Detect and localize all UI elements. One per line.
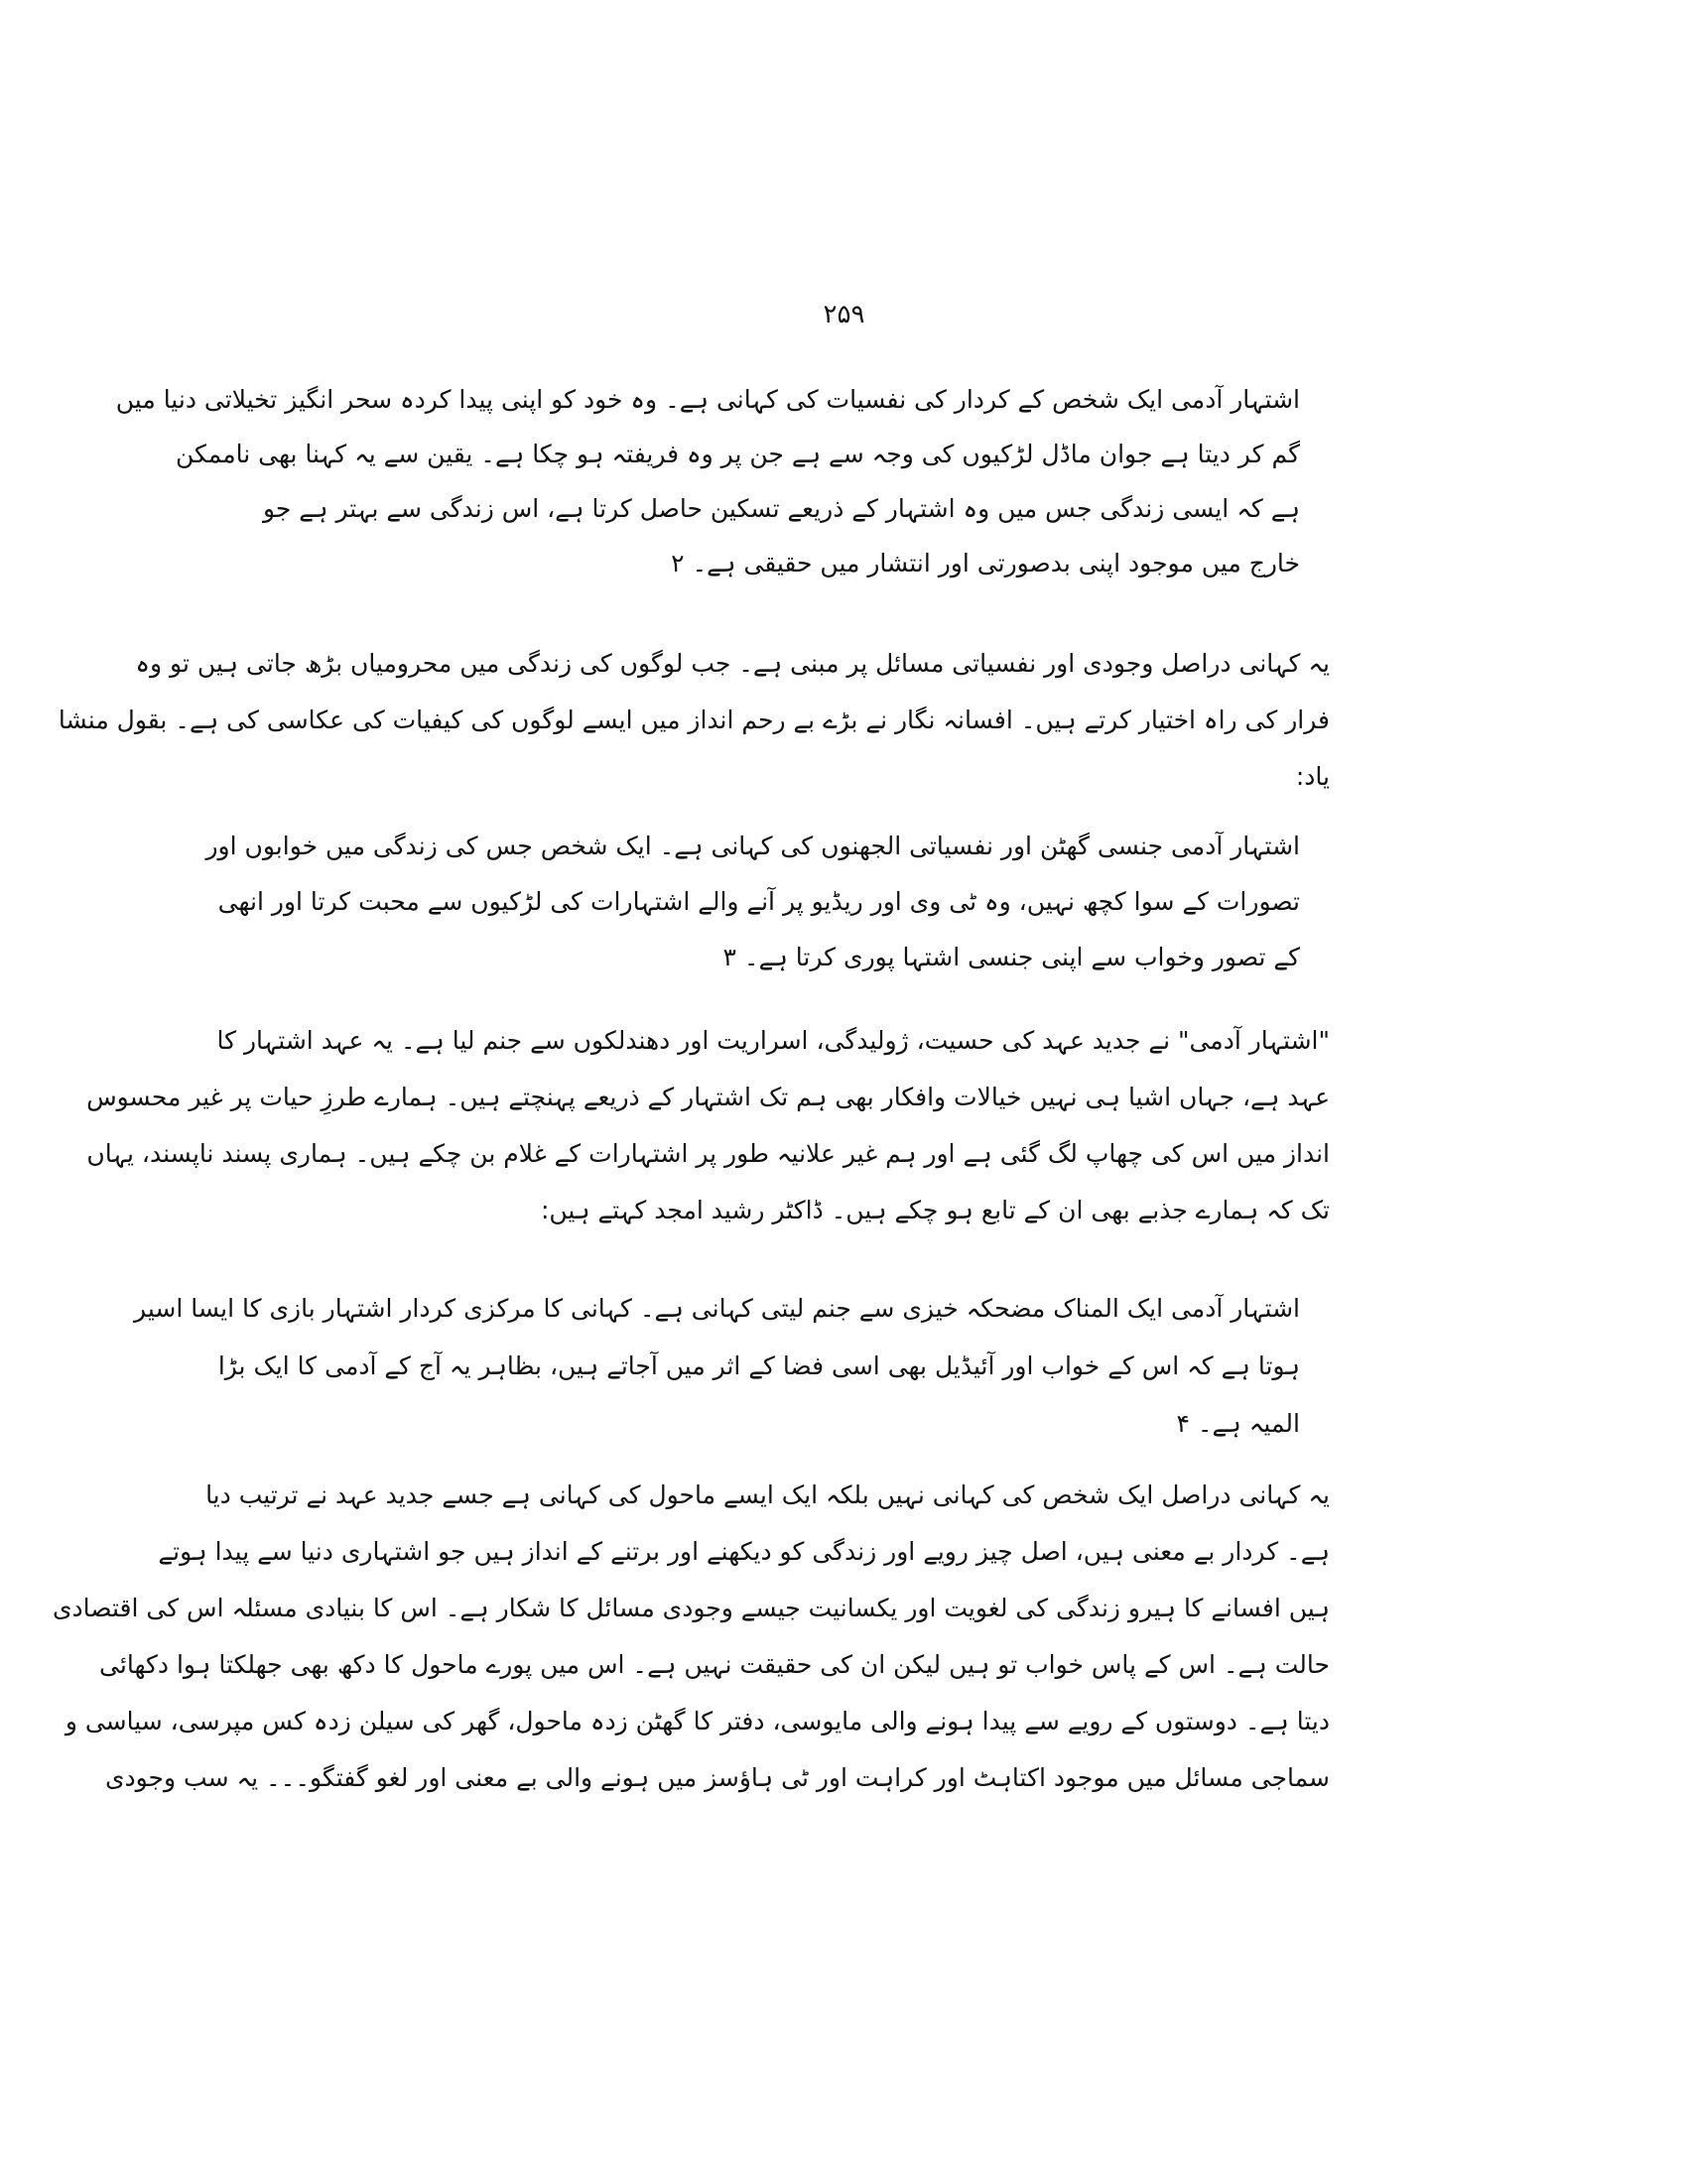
paragraph-line: انداز میں اس کی چھاپ لگ گئی ہے اور ہم غیر علانیہ طور پر اشتہارات کے غلام بن چکے ہیں۔ ہماری پسند ناپسند، یہاں [86,1139,1330,1168]
quote-line: اشتہار آدمی ایک المناک مضحکہ خیزی سے جنم لیتی کہانی ہے۔ کہانی کا مرکزی کردار اشتہار بازی کا ایسا اسیر [134,1294,1300,1323]
paragraph-line: "اشتہار آدمی" نے جدید عہد کی حسیت، ژولیدگی، اسراریت اور دھندلکوں سے جنم لیا ہے۔ یہ عہد اشتہار کا [216,1026,1330,1055]
paragraph-2 [86,1012,1330,1238]
paragraph-3 [52,1467,1330,1806]
paragraph-line: یہ کہانی دراصل وجودی اور نفسیاتی مسائل پر مبنی ہے۔ جب لوگوں کی زندگی میں محرومیاں بڑھ جاتی ہیں تو وہ [135,649,1330,678]
paragraph-line: حالت ہے۔ اس کے پاس خواب تو ہیں لیکن ان کی حقیقت نہیں ہے۔ اس میں پورے ماحول کا دکھ بھی جھلکتا ہوا دکھائی [99,1650,1330,1679]
paragraph-line: سماجی مسائل میں موجود اکتاہٹ اور کراہت اور ٹی ہاؤسز میں ہونے والی بے معنی اور لغو گفتگو۔۔۔ یہ سب وجودی [104,1763,1330,1792]
page-number: ۲۵۹ [823,300,865,329]
quote-line: کے تصور وخواب سے اپنی جنسی اشتہا پوری کرتا ہے۔ ۳ [722,943,1300,971]
block-quote-3 [134,1280,1300,1453]
quote-line: گم کر دیتا ہے جوان ماڈل لڑکیوں کی وجہ سے ہے جن پر وہ فریفتہ ہو چکا ہے۔ یقین سے یہ کہنا بھی ناممکن [175,440,1300,468]
quote-line: ہوتا ہے کہ اس کے خواب اور آئیڈیل بھی اسی فضا کے اثر میں آجاتے ہیں، بظاہر یہ آج کے آدمی کا ایک بڑا [217,1351,1300,1380]
paragraph-line: یاد: [1295,762,1330,791]
quote-line: المیہ ہے۔ ۴ [1176,1409,1300,1438]
paragraph-1 [58,635,1330,805]
paragraph-line: ہے۔ کردار بے معنی ہیں، اصل چیز رویے اور زندگی کو دیکھنے اور برتنے کے انداز ہیں جو اشتہاری دنیا سے پیدا ہوتے [158,1537,1330,1566]
block-quote-1 [115,372,1300,590]
paragraph-line: دیتا ہے۔ دوستوں کے رویے سے پیدا ہونے والی مایوسی، دفتر کا گھٹن زدہ ماحول، گھر کی سیلن زدہ کس مپرسی، سیاسی و [65,1707,1330,1735]
quote-line: اشتہار آدمی جنسی گھٹن اور نفسیاتی الجھنوں کی کہانی ہے۔ ایک شخص جس کی زندگی میں خوابوں اور [205,832,1300,860]
quote-line: خارج میں موجود اپنی بدصورتی اور انتشار میں حقیقی ہے۔ ۲ [671,549,1300,578]
paragraph-line: یہ کہانی دراصل ایک شخص کی کہانی نہیں بلکہ ایک ایسے ماحول کی کہانی ہے جسے جدید عہد نے ترتیب دیا [205,1480,1330,1509]
paragraph-line: ہیں افسانے کا ہیرو زندگی کی لغویت اور یکسانیت جیسے وجودی مسائل کا شکار ہے۔ اس کا بنیادی مسئلہ اس کی اقتصادی [52,1594,1330,1622]
paragraph-line: عہد ہے، جہاں اشیا ہی نہیں خیالات وافکار بھی ہم تک اشتہار کے ذریعے پہنچتے ہیں۔ ہمارے طرزِ حیات پر غیر محسوس [86,1083,1330,1111]
quote-line: تصورات کے سوا کچھ نہیں، وہ ٹی وی اور ریڈیو پر آنے والے اشتہارات کی لڑکیوں سے محبت کرتا اور انھی [217,887,1300,916]
block-quote-2 [205,819,1300,985]
quote-line: اشتہار آدمی ایک شخص کے کردار کی نفسیات کی کہانی ہے۔ وہ خود کو اپنی پیدا کردہ سحر انگیز تخیلاتی دنیا میں [115,385,1300,414]
paragraph-line: تک کہ ہمارے جذبے بھی ان کے تابع ہو چکے ہیں۔ ڈاکٹر رشید امجد کہتے ہیں: [540,1196,1330,1224]
quote-line: ہے کہ ایسی زندگی جس میں وہ اشتہار کے ذریعے تسکین حاصل کرتا ہے، اس زندگی سے بہتر ہے جو [262,494,1300,523]
paragraph-line: فرار کی راہ اختیار کرتے ہیں۔ افسانہ نگار نے بڑے بے رحم انداز میں ایسے لوگوں کی کیفیات کی عکاسی کی ہے۔ بقول منشا [58,706,1330,734]
